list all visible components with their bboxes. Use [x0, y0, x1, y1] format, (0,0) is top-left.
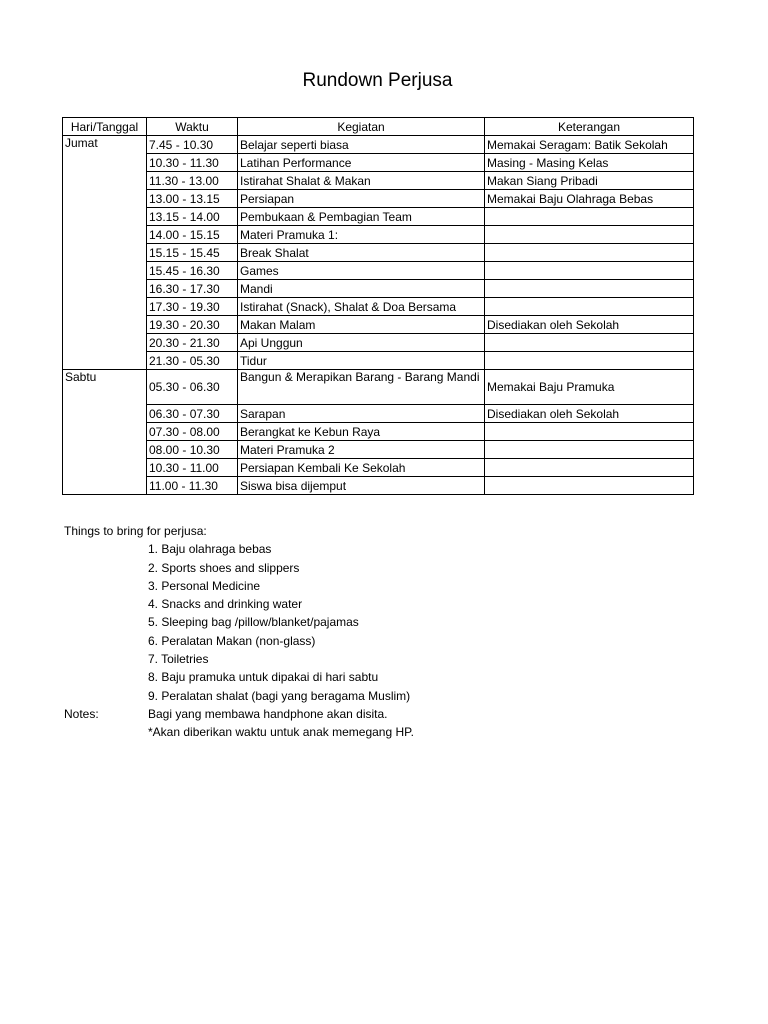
bring-list	[64, 540, 414, 705]
keterangan-cell	[485, 423, 694, 441]
day-cell-sabtu: Sabtu	[63, 370, 147, 495]
list-item: 7. Toiletries	[148, 652, 209, 667]
waktu-cell: 11.00 - 11.30	[147, 477, 238, 495]
kegiatan-cell: Pembukaan & Pembagian Team	[238, 208, 485, 226]
column-header-keterangan: Keterangan	[485, 118, 694, 136]
waktu-cell: 7.45 - 10.30	[147, 136, 238, 154]
column-header-hari: Hari/Tanggal	[63, 118, 147, 136]
table-header-row	[63, 118, 694, 136]
keterangan-cell	[485, 244, 694, 262]
waktu-cell: 13.00 - 13.15	[147, 190, 238, 208]
table-row	[63, 441, 694, 459]
table-row	[63, 405, 694, 423]
kegiatan-cell: Materi Pramuka 1:	[238, 226, 485, 244]
table-row	[63, 352, 694, 370]
kegiatan-cell: Bangun & Merapikan Barang - Barang Mandi	[238, 370, 485, 405]
table-row	[63, 154, 694, 172]
waktu-cell: 06.30 - 07.30	[147, 405, 238, 423]
keterangan-cell: Memakai Seragam: Batik Sekolah	[485, 136, 694, 154]
table-row	[63, 280, 694, 298]
keterangan-cell: Disediakan oleh Sekolah	[485, 316, 694, 334]
column-header-kegiatan: Kegiatan	[238, 118, 485, 136]
schedule-table	[62, 117, 694, 495]
table-row	[63, 190, 694, 208]
list-item: 1. Baju olahraga bebas	[148, 542, 272, 557]
kegiatan-cell: Istirahat Shalat & Makan	[238, 172, 485, 190]
kegiatan-cell: Berangkat ke Kebun Raya	[238, 423, 485, 441]
keterangan-cell	[485, 262, 694, 280]
waktu-cell: 20.30 - 21.30	[147, 334, 238, 352]
keterangan-cell: Makan Siang Pribadi	[485, 172, 694, 190]
table-row	[63, 334, 694, 352]
waktu-cell: 19.30 - 20.30	[147, 316, 238, 334]
kegiatan-cell: Latihan Performance	[238, 154, 485, 172]
kegiatan-cell: Makan Malam	[238, 316, 485, 334]
table-row	[63, 298, 694, 316]
waktu-cell: 10.30 - 11.30	[147, 154, 238, 172]
kegiatan-cell: Persiapan	[238, 190, 485, 208]
table-row	[63, 262, 694, 280]
kegiatan-cell: Istirahat (Snack), Shalat & Doa Bersama	[238, 298, 485, 316]
kegiatan-cell: Break Shalat	[238, 244, 485, 262]
table-row	[63, 477, 694, 495]
column-header-waktu: Waktu	[147, 118, 238, 136]
keterangan-cell	[485, 280, 694, 298]
waktu-cell: 21.30 - 05.30	[147, 352, 238, 370]
table-row	[63, 172, 694, 190]
notes-label: Notes:	[64, 706, 99, 721]
kegiatan-cell: Materi Pramuka 2	[238, 441, 485, 459]
waktu-cell: 14.00 - 15.15	[147, 226, 238, 244]
kegiatan-cell: Sarapan	[238, 405, 485, 423]
table-row	[63, 136, 694, 154]
keterangan-cell	[485, 298, 694, 316]
table-row	[63, 244, 694, 262]
keterangan-cell: Disediakan oleh Sekolah	[485, 405, 694, 423]
kegiatan-cell: Belajar seperti biasa	[238, 136, 485, 154]
waktu-cell: 13.15 - 14.00	[147, 208, 238, 226]
notes-line: Bagi yang membawa handphone akan disita.	[148, 706, 388, 721]
table-row	[63, 208, 694, 226]
kegiatan-cell: Api Unggun	[238, 334, 485, 352]
keterangan-cell	[485, 352, 694, 370]
kegiatan-cell: Siswa bisa dijemput	[238, 477, 485, 495]
waktu-cell: 10.30 - 11.00	[147, 459, 238, 477]
keterangan-cell	[485, 226, 694, 244]
keterangan-cell: Masing - Masing Kelas	[485, 154, 694, 172]
bring-heading: Things to bring for perjusa:	[64, 524, 207, 538]
notes-spacer	[64, 723, 148, 741]
list-item: 4. Snacks and drinking water	[148, 597, 303, 612]
list-item: 5. Sleeping bag /pillow/blanket/pajamas	[148, 615, 359, 630]
keterangan-cell: Memakai Baju Olahraga Bebas	[485, 190, 694, 208]
notes-row	[64, 723, 414, 741]
keterangan-cell	[485, 441, 694, 459]
keterangan-cell	[485, 477, 694, 495]
list-item: 6. Peralatan Makan (non-glass)	[148, 633, 316, 648]
waktu-cell: 16.30 - 17.30	[147, 280, 238, 298]
waktu-cell: 07.30 - 08.00	[147, 423, 238, 441]
notes-row	[64, 705, 414, 723]
page-title: Rundown Perjusa	[302, 70, 453, 91]
table-row	[63, 370, 694, 405]
list-item: 3. Personal Medicine	[148, 578, 261, 593]
waktu-cell: 15.15 - 15.45	[147, 244, 238, 262]
kegiatan-cell: Persiapan Kembali Ke Sekolah	[238, 459, 485, 477]
table-row	[63, 226, 694, 244]
kegiatan-cell: Mandi	[238, 280, 485, 298]
keterangan-cell	[485, 334, 694, 352]
waktu-cell: 08.00 - 10.30	[147, 441, 238, 459]
day-cell-jumat: Jumat	[63, 136, 147, 370]
list-item: 8. Baju pramuka untuk dipakai di hari sabtu	[148, 670, 379, 685]
bring-section	[64, 522, 414, 742]
table-row	[63, 316, 694, 334]
keterangan-cell	[485, 459, 694, 477]
table-row	[63, 459, 694, 477]
waktu-cell: 17.30 - 19.30	[147, 298, 238, 316]
waktu-cell: 05.30 - 06.30	[147, 370, 238, 405]
kegiatan-cell: Games	[238, 262, 485, 280]
waktu-cell: 11.30 - 13.00	[147, 172, 238, 190]
list-item: 2. Sports shoes and slippers	[148, 560, 300, 575]
kegiatan-cell: Tidur	[238, 352, 485, 370]
keterangan-cell	[485, 208, 694, 226]
notes-line: *Akan diberikan waktu untuk anak memegang HP.	[148, 725, 414, 740]
table-row	[63, 423, 694, 441]
waktu-cell: 15.45 - 16.30	[147, 262, 238, 280]
list-item: 9. Peralatan shalat (bagi yang beragama Muslim)	[148, 688, 411, 703]
keterangan-cell: Memakai Baju Pramuka	[485, 370, 694, 405]
